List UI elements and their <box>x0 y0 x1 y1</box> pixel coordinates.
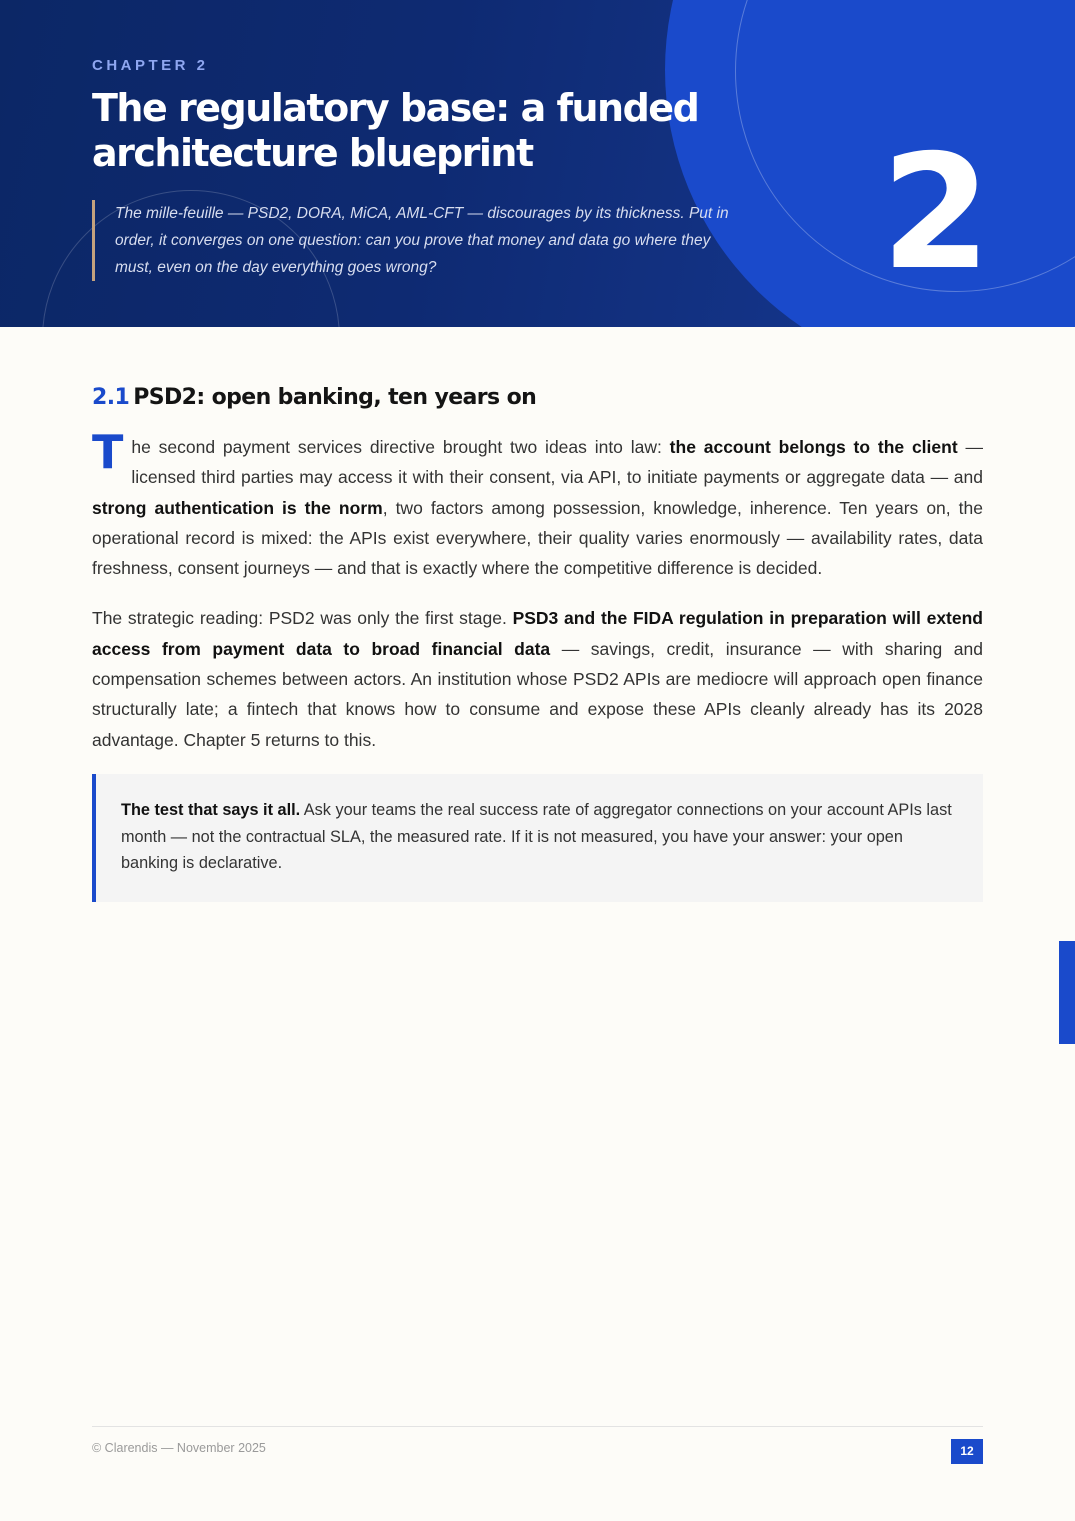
paragraph-text: , two factors among possession, knowledge, inherence. Ten years on, the operational record is mixed: the APIs exist everywhere, their quality varies enormously — availability rates, data freshness, consent journeys — and that is exactly where the competitive difference is decided. <box>92 497 983 579</box>
paragraph-text: — licensed third parties may access it with their consent, via API, to initiate payments or aggregate data — and <box>131 437 983 488</box>
chapter-hero <box>0 0 1075 327</box>
callout-lead: The test that says it all. <box>121 800 301 819</box>
drop-cap: T <box>92 425 124 479</box>
callout-box <box>92 774 983 902</box>
body-paragraph <box>92 603 983 754</box>
section-heading <box>92 380 983 416</box>
emphasis-text: PSD3 and the FIDA regulation in preparation will extend access from payment data to broad financial data <box>92 608 983 659</box>
chapter-lede: The mille-feuille — PSD2, DORA, MiCA, AML-CFT — discourages by its thickness. Put in order, it converges on one question: can you prove that money and data go where they must, even on the day everything goes wrong? <box>92 200 745 281</box>
chapter-kicker: CHAPTER 2 <box>92 57 209 74</box>
main-content <box>92 380 983 902</box>
section-number: 2.1 <box>92 385 130 410</box>
footer-copyright: © Clarendis — November 2025 <box>92 1441 266 1455</box>
footer-divider <box>92 1426 983 1427</box>
page-number-badge: 12 <box>951 1439 983 1464</box>
section-title: PSD2: open banking, ten years on <box>133 385 537 410</box>
chapter-title: The regulatory base: a funded architecture blueprint <box>92 86 699 175</box>
paragraph-text: he second payment services directive brought two ideas into law: <box>131 437 670 457</box>
paragraph-text: The strategic reading: PSD2 was only the first stage. <box>92 608 513 629</box>
paragraph-text: — savings, credit, insurance — with sharing and compensation schemes between actors. An institution whose PSD2 APIs are mediocre will approach open finance structurally late; a fintech that knows how to consume and expose these APIs cleanly already has its 2028 advantage. Chapter 5 returns to this. <box>92 638 983 750</box>
emphasis-text: strong authentication is the norm <box>92 497 383 518</box>
chapter-side-tab <box>1059 941 1075 1044</box>
chapter-big-number: 2 <box>881 121 987 305</box>
callout-text: Ask your teams the real success rate of aggregator connections on your account APIs last month — not the contractual SLA, the measured rate. If it is not measured, you have your answer: your open banking is declarative. <box>121 800 952 873</box>
body-paragraph <box>92 425 983 583</box>
emphasis-text: the account belongs to the client <box>669 437 958 457</box>
